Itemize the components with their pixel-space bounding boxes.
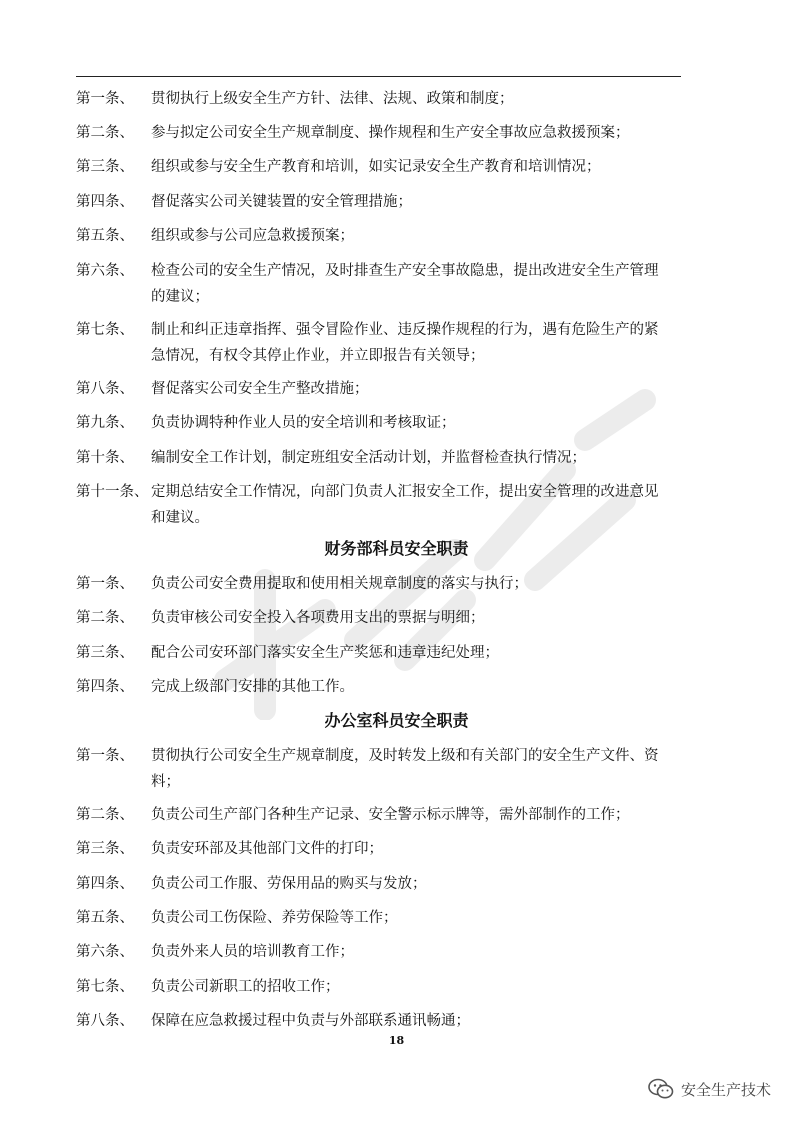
article-text-continued: 的建议； — [151, 289, 209, 305]
article-number: 第四条、 — [76, 194, 134, 210]
article-text-continued: 急情况，有权令其停止作业，并立即报告有关领导； — [151, 348, 485, 364]
article-number: 第五条、 — [76, 910, 134, 926]
article-text-continued: 和建议。 — [151, 510, 209, 526]
article-number: 第九条、 — [76, 415, 134, 431]
article-number: 第一条、 — [76, 748, 134, 764]
article-number: 第三条、 — [76, 841, 134, 857]
article-number: 第一条、 — [76, 576, 134, 592]
article-text: 贯彻执行上级安全生产方针、法律、法规、政策和制度； — [151, 91, 514, 107]
article-text-continued: 料； — [151, 774, 180, 790]
article-text: 负责公司新职工的招收工作； — [151, 979, 340, 995]
article-number: 第二条、 — [76, 807, 134, 823]
article-number: 第三条、 — [76, 159, 134, 175]
article-number: 第一条、 — [76, 91, 134, 107]
article-text: 定期总结安全工作情况，向部门负责人汇报安全工作，提出安全管理的改进意见 — [151, 484, 659, 500]
footer-brand[interactable] — [648, 1074, 771, 1104]
article-text: 负责公司安全费用提取和使用相关规章制度的落实与执行； — [151, 576, 528, 592]
top-rule — [76, 76, 681, 77]
article-text: 负责公司生产部门各种生产记录、安全警示标示牌等，需外部制作的工作； — [151, 807, 630, 823]
article-text: 组织或参与安全生产教育和培训，如实记录安全生产教育和培训情况； — [151, 159, 601, 175]
article-text: 负责协调特种作业人员的安全培训和考核取证； — [151, 415, 456, 431]
section-heading-finance: 财务部科员安全职责 — [324, 539, 469, 558]
article-text: 督促落实公司安全生产整改措施； — [151, 381, 369, 397]
article-text: 贯彻执行公司安全生产规章制度，及时转发上级和有关部门的安全生产文件、资 — [151, 748, 659, 764]
article-number: 第二条、 — [76, 125, 134, 141]
article-number: 第四条、 — [76, 876, 134, 892]
article-text: 负责公司工伤保险、养劳保险等工作； — [151, 910, 398, 926]
article-text: 制止和纠正违章指挥、强令冒险作业、违反操作规程的行为，遇有危险生产的紧 — [151, 322, 659, 338]
article-number: 第十条、 — [76, 450, 134, 466]
section-heading-office: 办公室科员安全职责 — [324, 711, 469, 730]
article-text: 负责安环部及其他部门文件的打印； — [151, 841, 383, 857]
article-number: 第五条、 — [76, 228, 134, 244]
article-text: 配合公司安环部门落实安全生产奖惩和违章违纪处理； — [151, 645, 499, 661]
article-number: 第七条、 — [76, 322, 134, 338]
article-number: 第十一条、 — [76, 484, 149, 500]
article-text: 检查公司的安全生产情况，及时排查生产安全事故隐患，提出改进安全生产管理 — [151, 263, 659, 279]
wechat-icon — [648, 1078, 674, 1100]
article-number: 第六条、 — [76, 263, 134, 279]
article-number: 第三条、 — [76, 645, 134, 661]
article-number: 第七条、 — [76, 979, 134, 995]
article-text: 编制安全工作计划，制定班组安全活动计划，并监督检查执行情况； — [151, 450, 586, 466]
article-text: 督促落实公司关键装置的安全管理措施； — [151, 194, 412, 210]
page-number: 18 — [388, 1034, 405, 1047]
article-text: 负责公司工作服、劳保用品的购买与发放； — [151, 876, 427, 892]
article-text: 完成上级部门安排的其他工作。 — [151, 679, 354, 695]
article-text: 参与拟定公司安全生产规章制度、操作规程和生产安全事故应急救援预案； — [151, 125, 630, 141]
footer-brand-label: 安全生产技术 — [680, 1080, 771, 1099]
article-number: 第四条、 — [76, 679, 134, 695]
article-text: 负责外来人员的培训教育工作； — [151, 944, 354, 960]
article-number: 第八条、 — [76, 381, 134, 397]
article-number: 第八条、 — [76, 1013, 134, 1029]
article-text: 负责审核公司安全投入各项费用支出的票据与明细； — [151, 610, 485, 626]
article-text: 组织或参与公司应急救援预案； — [151, 228, 354, 244]
article-number: 第六条、 — [76, 944, 134, 960]
article-text: 保障在应急救援过程中负责与外部联系通讯畅通； — [151, 1013, 470, 1029]
article-number: 第二条、 — [76, 610, 134, 626]
